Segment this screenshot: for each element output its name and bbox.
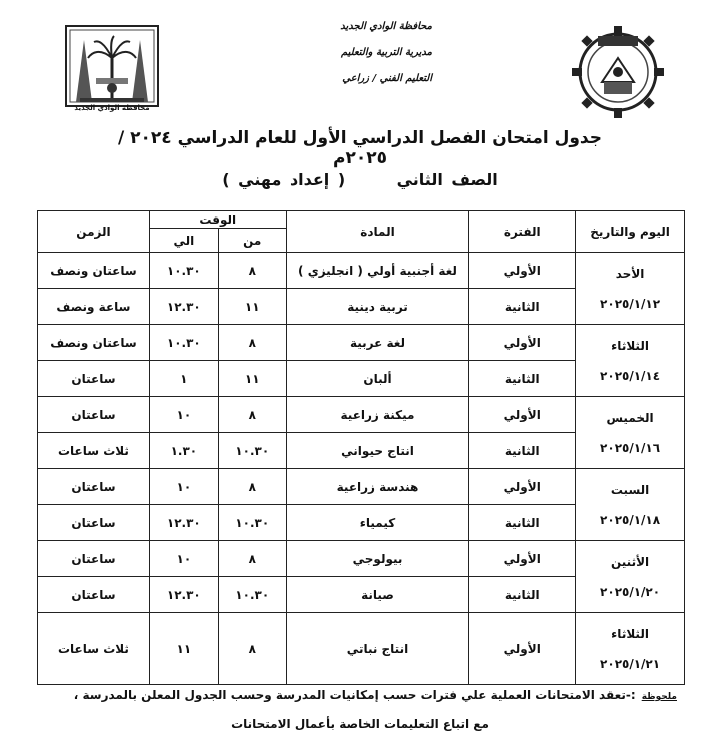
table-row xyxy=(38,397,685,433)
to-time-cell: ١.٣٠ xyxy=(149,433,218,469)
header-subject: المادة xyxy=(286,211,469,253)
to-time-cell: ١١ xyxy=(149,613,218,685)
day-date-cell xyxy=(576,469,685,541)
exam-date: ٢٠٢٥/١/١٢ xyxy=(600,296,661,311)
table-row xyxy=(38,541,685,577)
exam-date: ٢٠٢٥/١/١٦ xyxy=(600,440,661,455)
header-time: الوقت xyxy=(149,211,286,229)
from-time-cell: ١٠.٣٠ xyxy=(218,577,286,613)
subject-cell: تربية دينية xyxy=(286,289,469,325)
header-to: الي xyxy=(149,229,218,253)
table-row xyxy=(38,613,685,685)
from-time-cell: ١٠.٣٠ xyxy=(218,433,286,469)
duration-cell: ساعتان xyxy=(38,577,150,613)
logo-caption: محافظة الوادي الجديد xyxy=(74,104,150,112)
period-cell: الأولي xyxy=(469,253,576,289)
from-time-cell: ١١ xyxy=(218,289,286,325)
subject-cell: انتاج نباتي xyxy=(286,613,469,685)
to-time-cell: ١٠ xyxy=(149,469,218,505)
subject-cell: هندسة زراعية xyxy=(286,469,469,505)
exam-date: ٢٠٢٥/١/١٤ xyxy=(600,368,661,383)
schedule-body xyxy=(38,253,685,685)
day-date-cell xyxy=(576,253,685,325)
duration-cell: ساعتان xyxy=(38,505,150,541)
footnote-line-2: مع اتباع التعليمات الخاصة بأعمال الامتحانات xyxy=(231,717,489,731)
exam-date: ٢٠٢٥/١/٢٠ xyxy=(600,584,661,599)
duration-cell: ساعتان xyxy=(38,469,150,505)
period-cell: الأولي xyxy=(469,541,576,577)
period-cell: الثانية xyxy=(469,433,576,469)
day-date-cell xyxy=(576,397,685,469)
to-time-cell: ١٠ xyxy=(149,541,218,577)
exam-schedule-table xyxy=(37,210,685,685)
day-name: الخميس xyxy=(606,410,654,425)
to-time-cell: ١٢.٣٠ xyxy=(149,289,218,325)
technical-education-emblem-icon xyxy=(568,22,668,122)
footnote-line-1: :-تعقد الامتحانات العملية علي فترات حسب إمكانيات المدرسة وحسب الجدول المعلن بالمدرسة ، xyxy=(73,688,636,702)
to-time-cell: ١٢.٣٠ xyxy=(149,505,218,541)
day-date-cell xyxy=(576,325,685,397)
period-cell: الأولي xyxy=(469,397,576,433)
duration-cell: ساعة ونصف xyxy=(38,289,150,325)
table-row xyxy=(38,253,685,289)
header-duration: الزمن xyxy=(38,211,150,253)
duration-cell: ثلاث ساعات xyxy=(38,613,150,685)
governorate-name: محافظة الوادي الجديد xyxy=(340,21,432,32)
track-label: ( إعداد مهني ) xyxy=(222,170,346,189)
subject-cell: بيولوجي xyxy=(286,541,469,577)
to-time-cell: ١٢.٣٠ xyxy=(149,577,218,613)
duration-cell: ثلاث ساعات xyxy=(38,433,150,469)
day-name: الثلاثاء xyxy=(611,626,649,641)
page-subtitle xyxy=(180,170,540,189)
to-time-cell: ١ xyxy=(149,361,218,397)
subject-cell: لغة عربية xyxy=(286,325,469,361)
duration-cell: ساعتان xyxy=(38,361,150,397)
period-cell: الثانية xyxy=(469,361,576,397)
page-title: جدول امتحان الفصل الدراسي الأول للعام الدراسي ٢٠٢٤ / ٢٠٢٥م xyxy=(118,128,602,168)
to-time-cell: ١٠.٣٠ xyxy=(149,325,218,361)
footnote xyxy=(37,688,677,702)
footnote-label: ملحوظة xyxy=(641,692,677,702)
education-sector: التعليم الفني / زراعي xyxy=(342,73,432,84)
from-time-cell: ١٠.٣٠ xyxy=(218,505,286,541)
subject-cell: كيمياء xyxy=(286,505,469,541)
from-time-cell: ٨ xyxy=(218,397,286,433)
header-from: من xyxy=(218,229,286,253)
period-cell: الأولي xyxy=(469,613,576,685)
table-row xyxy=(38,469,685,505)
period-cell: الثانية xyxy=(469,577,576,613)
period-cell: الثانية xyxy=(469,505,576,541)
table-row xyxy=(38,325,685,361)
from-time-cell: ٨ xyxy=(218,613,286,685)
from-time-cell: ٨ xyxy=(218,469,286,505)
day-name: السبت xyxy=(610,482,650,497)
period-cell: الأولي xyxy=(469,469,576,505)
subject-cell: ألبان xyxy=(286,361,469,397)
duration-cell: ساعتان xyxy=(38,397,150,433)
exam-date: ٢٠٢٥/١/١٨ xyxy=(600,512,661,527)
day-name: الأثنين xyxy=(610,554,650,569)
from-time-cell: ٨ xyxy=(218,325,286,361)
from-time-cell: ١١ xyxy=(218,361,286,397)
governorate-emblem-icon xyxy=(60,18,164,118)
duration-cell: ساعتان ونصف xyxy=(38,253,150,289)
subject-cell: ميكنة زراعية xyxy=(286,397,469,433)
duration-cell: ساعتان ونصف xyxy=(38,325,150,361)
day-date-cell xyxy=(576,541,685,613)
duration-cell: ساعتان xyxy=(38,541,150,577)
letterhead xyxy=(282,14,432,92)
subject-cell: انتاج حيواني xyxy=(286,433,469,469)
from-time-cell: ٨ xyxy=(218,541,286,577)
day-name: الأحد xyxy=(615,266,645,281)
subject-cell: لغة أجنبية أولي ( انجليزي ) xyxy=(286,253,469,289)
to-time-cell: ١٠ xyxy=(149,397,218,433)
header-day-date: اليوم والتاريخ xyxy=(576,211,685,253)
day-name: الثلاثاء xyxy=(611,338,649,353)
subject-cell: صيانة xyxy=(286,577,469,613)
period-cell: الأولي xyxy=(469,325,576,361)
day-date-cell xyxy=(576,613,685,685)
to-time-cell: ١٠.٣٠ xyxy=(149,253,218,289)
directorate-name: مديرية التربية والتعليم xyxy=(340,47,432,58)
from-time-cell: ٨ xyxy=(218,253,286,289)
header-period: الفترة xyxy=(469,211,576,253)
grade-label: الصف الثاني xyxy=(396,170,498,189)
period-cell: الثانية xyxy=(469,289,576,325)
exam-date: ٢٠٢٥/١/٢١ xyxy=(600,656,661,671)
